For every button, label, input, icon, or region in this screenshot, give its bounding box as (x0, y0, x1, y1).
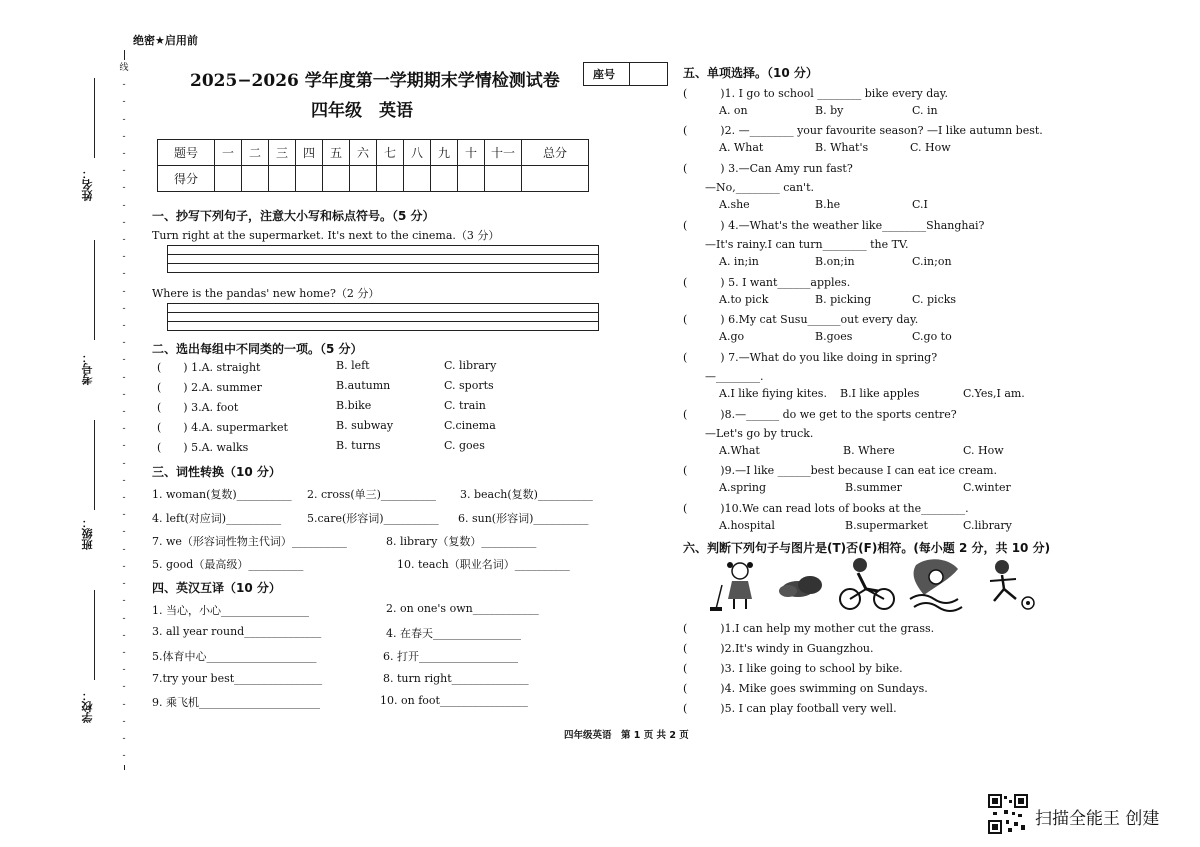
binding-char: - (122, 561, 126, 572)
s4-item[interactable]: 7.try your best________________ (152, 672, 323, 685)
exam-number-line (94, 240, 95, 340)
score-header-cell: 六 (350, 140, 377, 166)
score-input-cell[interactable] (377, 166, 404, 192)
s5-question: ( ) 6.My cat Susu______out every day. (683, 313, 919, 326)
s5-question: ( )9.—I like ______best because I can eat ice cream. (683, 464, 997, 477)
s3-item[interactable]: 8. library（复数）__________ (386, 535, 537, 548)
s2-item-a: ( ) 2.A. summer (157, 381, 262, 394)
qr-code-icon (988, 794, 1028, 834)
s5-option[interactable]: B.on;in (815, 255, 855, 268)
s4-item[interactable]: 9. 乘飞机______________________ (152, 696, 320, 709)
s5-option[interactable]: C.library (963, 519, 1012, 532)
score-input-cell[interactable] (296, 166, 323, 192)
s2-item-c: C. goes (444, 439, 485, 452)
score-label-cell: 得分 (158, 166, 215, 192)
exam-title: 2025−2026 学年度第一学期期末学情检测试卷 (190, 71, 560, 91)
binding-char: - (122, 579, 126, 590)
binding-char: - (122, 269, 126, 280)
binding-char: 线 (119, 63, 129, 73)
section4-heading: 四、英汉互译（10 分） (152, 581, 281, 595)
binding-char: - (122, 424, 126, 435)
name-label: 姓名： (81, 168, 94, 201)
s5-option[interactable]: B. What's (815, 141, 869, 154)
section1-heading: 一、抄写下列句子，注意大小写和标点符号。（5 分） (152, 209, 435, 223)
score-header-cell: 四 (296, 140, 323, 166)
exam-number-label: 考号： (81, 352, 94, 385)
s3-item[interactable]: 10. teach（职业名词）__________ (397, 558, 570, 571)
confidential-mark: 绝密★启用前 (133, 34, 198, 47)
binding-char: - (122, 252, 126, 263)
s5-option[interactable]: A.to pick (719, 293, 769, 306)
s6-item: ( )2.It's windy in Guangzhou. (683, 642, 874, 655)
writing-lines-2[interactable] (167, 303, 599, 331)
binding-char: - (122, 458, 126, 469)
s6-item: ( )1.I can help my mother cut the grass. (683, 622, 935, 635)
s3-item[interactable]: 1. woman(复数)__________ (152, 488, 292, 501)
s3-item[interactable]: 6. sun(形容词)__________ (458, 512, 589, 525)
s5-question: —Let's go by truck. (683, 427, 814, 440)
s5-option[interactable]: C.winter (963, 481, 1011, 494)
score-input-cell[interactable] (485, 166, 522, 192)
s4-item[interactable]: 8. turn right______________ (383, 672, 529, 685)
s5-question: ( )10.We can read lots of books at the________. (683, 502, 969, 515)
binding-char: - (122, 303, 126, 314)
seat-box (583, 62, 668, 86)
s2-item-b: B.autumn (336, 379, 391, 392)
binding-char: - (122, 131, 126, 142)
s5-option[interactable]: A.What (719, 444, 760, 457)
binding-char: - (122, 235, 126, 246)
binding-char: - (122, 338, 126, 349)
section1-q2: Where is the pandas' new home?（2 分） (152, 287, 380, 300)
s3-item[interactable]: 3. beach(复数)__________ (460, 488, 593, 501)
s5-option[interactable]: C.Yes,I am. (963, 387, 1025, 400)
name-line (94, 78, 95, 158)
s5-question: ( ) 7.—What do you like doing in spring? (683, 351, 938, 364)
binding-char: - (122, 183, 126, 194)
school-label: 学校： (81, 690, 94, 723)
s2-item-a: ( ) 3.A. foot (157, 401, 239, 414)
binding-char: - (122, 716, 126, 727)
score-header-cell: 八 (404, 140, 431, 166)
section6-pictures (710, 555, 1040, 615)
score-header-cell: 二 (242, 140, 269, 166)
score-header-cell: 三 (269, 140, 296, 166)
binding-char: - (122, 286, 126, 297)
binding-char: - (122, 493, 126, 504)
section5-heading: 五、单项选择。（10 分） (683, 66, 818, 80)
score-input-cell[interactable] (215, 166, 242, 192)
score-header-cell: 一 (215, 140, 242, 166)
s2-item-a: ( ) 5.A. walks (157, 441, 249, 454)
s5-option[interactable]: A. on (719, 104, 748, 117)
s2-item-c: C.cinema (444, 419, 496, 432)
s5-option[interactable]: B.goes (815, 330, 853, 343)
s5-option[interactable]: A.hospital (719, 519, 775, 532)
score-header-cell: 七 (377, 140, 404, 166)
s5-option[interactable]: B.supermarket (845, 519, 928, 532)
s5-option[interactable]: A.I like fiying kites. (719, 387, 827, 400)
s5-question: ( )8.—______ do we get to the sports centre? (683, 408, 957, 421)
exam-subtitle: 四年级 英语 (311, 101, 413, 121)
binding-char: - (122, 407, 126, 418)
score-header-cell: 总分 (522, 140, 589, 166)
writing-lines-1[interactable] (167, 245, 599, 273)
binding-char: - (122, 321, 126, 332)
s4-item[interactable]: 4. 在春天________________ (386, 627, 521, 640)
s3-item[interactable]: 5.care(形容词)__________ (307, 512, 439, 525)
s2-item-c: C. sports (444, 379, 494, 392)
binding-char: - (122, 389, 126, 400)
binding-char: - (122, 751, 126, 762)
score-header-cell: 五 (323, 140, 350, 166)
binding-char: - (122, 682, 126, 693)
s5-option[interactable]: B.he (815, 198, 841, 211)
binding-chars (118, 60, 130, 765)
s2-item-a: ( ) 1.A. straight (157, 361, 261, 374)
s5-option[interactable]: C. in (912, 104, 938, 117)
s6-item: ( )3. I like going to school by bike. (683, 662, 903, 675)
binding-char: - (122, 733, 126, 744)
binding-char: - (122, 647, 126, 658)
binding-char: - (122, 97, 126, 108)
s4-item[interactable]: 10. on foot________________ (380, 694, 528, 707)
boy-football-icon (990, 560, 1034, 609)
s4-item[interactable]: 6. 打开__________________ (383, 650, 518, 663)
s5-option[interactable]: A. What (719, 141, 764, 154)
s5-option[interactable]: B. by (815, 104, 844, 117)
s5-question: —________. (683, 370, 764, 383)
page-footer: 四年级英语 第 1 页 共 2 页 (564, 730, 689, 741)
s5-option[interactable]: C.go to (912, 330, 952, 343)
s2-item-b: B. turns (336, 439, 381, 452)
s3-item[interactable]: 2. cross(单三)__________ (307, 488, 436, 501)
score-input-cell[interactable] (269, 166, 296, 192)
score-header-cell: 十一 (485, 140, 522, 166)
s5-option[interactable]: B. picking (815, 293, 872, 306)
s4-item[interactable]: 1. 当心，小心________________ (152, 604, 309, 617)
class-line (94, 420, 95, 510)
binding-char: - (122, 441, 126, 452)
binding-char: - (122, 665, 126, 676)
s5-question: ( )1. I go to school ________ bike every day. (683, 87, 949, 100)
section3-heading: 三、词性转换（10 分） (152, 465, 281, 479)
seat-label: 座号 (593, 68, 615, 81)
s6-item: ( )4. Mike goes swimming on Sundays. (683, 682, 928, 695)
s5-option[interactable]: C. How (910, 141, 951, 154)
s2-item-a: ( ) 4.A. supermarket (157, 421, 288, 434)
swimmer-icon (910, 559, 962, 611)
s3-item[interactable]: 4. left(对应词)__________ (152, 512, 282, 525)
binding-char: - (122, 166, 126, 177)
s5-option[interactable]: B.summer (845, 481, 902, 494)
section1-q1: Turn right at the supermarket. It's next to the cinema.（3 分） (152, 229, 500, 242)
school-line (94, 590, 95, 680)
s5-option[interactable]: C.I (912, 198, 928, 211)
s5-option[interactable]: B.I like apples (840, 387, 920, 400)
s5-option[interactable]: A.spring (719, 481, 767, 494)
binding-char: - (122, 200, 126, 211)
scanner-watermark: 扫描全能王 创建 (1035, 809, 1160, 829)
s5-question: ( ) 4.—What's the weather like________Shanghai? (683, 219, 985, 232)
s5-question: —It's rainy.I can turn________ the TV. (683, 238, 909, 251)
binding-char: - (122, 475, 126, 486)
section2-heading: 二、选出每组中不同类的一项。（5 分） (152, 342, 363, 356)
s2-item-b: B. left (336, 359, 370, 372)
score-header-cell: 十 (458, 140, 485, 166)
score-header-cell: 九 (431, 140, 458, 166)
s2-item-c: C. train (444, 399, 486, 412)
score-input-cell[interactable] (323, 166, 350, 192)
s5-option[interactable]: C.in;on (912, 255, 952, 268)
s4-item[interactable]: 5.体育中心____________________ (152, 650, 317, 663)
s5-question: —No,________ can't. (683, 181, 814, 194)
binding-char: - (122, 510, 126, 521)
girl-sweeping-icon (710, 562, 753, 611)
s5-question: ( )2. —________ your favourite season? —I like autumn best. (683, 124, 1043, 137)
s3-item[interactable]: 5. good（最高级）__________ (152, 558, 304, 571)
score-header-row (158, 140, 589, 166)
binding-char: - (122, 80, 126, 91)
binding-char: - (122, 149, 126, 160)
binding-char: - (122, 613, 126, 624)
binding-char: - (122, 596, 126, 607)
boy-cycling-icon (840, 558, 894, 609)
s2-item-b: B. subway (336, 419, 394, 432)
binding-char: - (122, 630, 126, 641)
clouds-icon (779, 576, 822, 597)
score-table (157, 139, 589, 192)
class-label: 班级： (81, 517, 94, 550)
s4-item[interactable]: 3. all year round______________ (152, 625, 322, 638)
s6-item: ( )5. I can play football very well. (683, 702, 897, 715)
s3-item[interactable]: 7. we（形容词性物主代词）__________ (152, 535, 347, 548)
score-input-cell[interactable] (458, 166, 485, 192)
s5-question: ( ) 5. I want______apples. (683, 276, 851, 289)
section6-heading: 六、判断下列句子与图片是(T)否(F)相符。(每小题 2 分，共 10 分) (683, 541, 1051, 555)
binding-char: - (122, 114, 126, 125)
binding-char: - (122, 217, 126, 228)
binding-char: - (122, 372, 126, 383)
score-input-cell[interactable] (242, 166, 269, 192)
binding-char: - (122, 355, 126, 366)
s5-option[interactable]: A.go (719, 330, 745, 343)
s5-question: ( ) 3.—Can Amy run fast? (683, 162, 853, 175)
s5-option[interactable]: A. in;in (719, 255, 759, 268)
binding-char: - (122, 544, 126, 555)
s5-option[interactable]: C. picks (912, 293, 957, 306)
s5-option[interactable]: B. Where (843, 444, 895, 457)
binding-char: - (122, 527, 126, 538)
binding-char: - (122, 699, 126, 710)
score-input-cell[interactable] (404, 166, 431, 192)
score-header-cell: 题号 (158, 140, 215, 166)
score-input-cell[interactable] (522, 166, 589, 192)
s2-item-b: B.bike (336, 399, 372, 412)
s2-item-c: C. library (444, 359, 497, 372)
score-input-cell[interactable] (431, 166, 458, 192)
s5-option[interactable]: A.she (719, 198, 750, 211)
s5-option[interactable]: C. How (963, 444, 1004, 457)
s4-item[interactable]: 2. on one's own____________ (386, 602, 539, 615)
score-value-row (158, 166, 589, 192)
score-input-cell[interactable] (350, 166, 377, 192)
